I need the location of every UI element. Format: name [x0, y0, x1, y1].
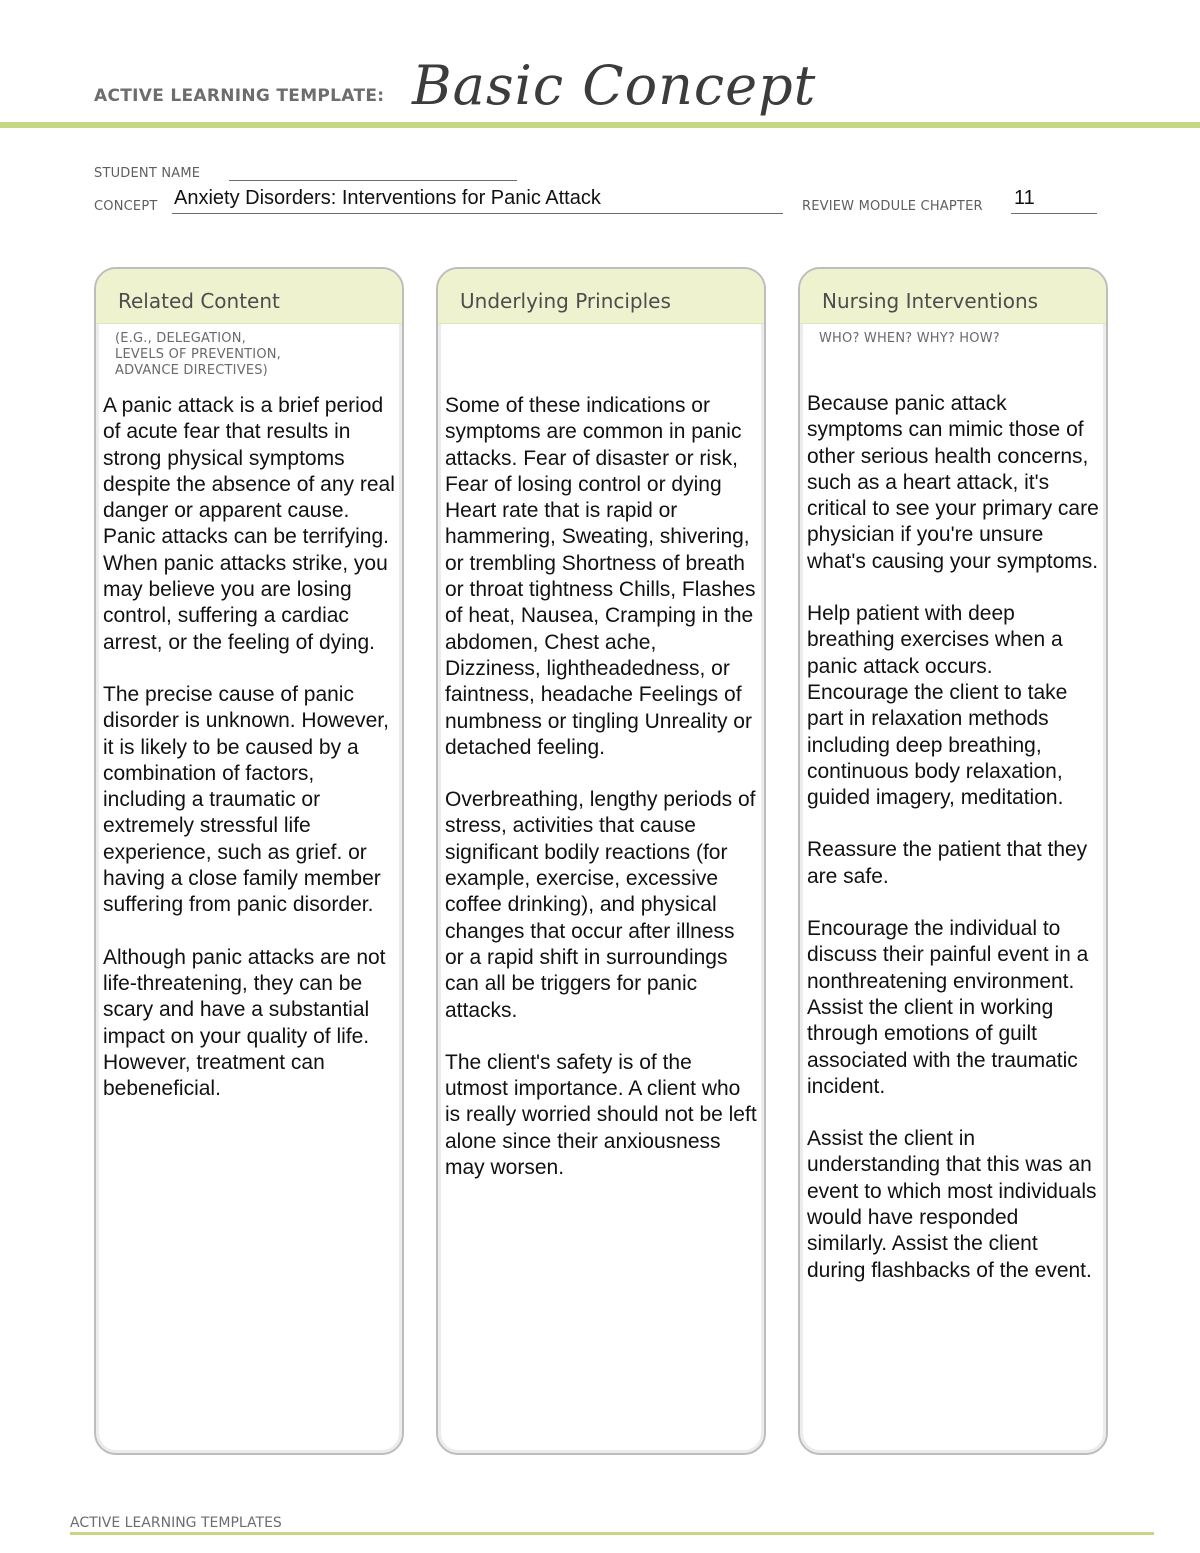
card-header — [96, 269, 402, 324]
card-body[interactable] — [807, 391, 1099, 1310]
concept-label: CONCEPT — [94, 199, 158, 214]
paragraph: Overbreathing, lengthy periods of stress, activities that cause significant bodily reactions (for example, exercise, excessive coffee drinking), and physical changes that occur after illness or a rapid shift in surroundings can all be triggers for panic attacks. — [445, 788, 756, 1022]
nursing-interventions-card — [798, 267, 1108, 1455]
header-divider — [0, 122, 1200, 128]
underlying-principles-card — [436, 267, 766, 1455]
footer-divider — [70, 1532, 1154, 1535]
subtitle-line: (E.G., DELEGATION, — [115, 331, 246, 346]
concept-value: Anxiety Disorders: Interventions for Panic Attack — [174, 187, 601, 209]
subtitle-line: ADVANCE DIRECTIVES) — [115, 363, 268, 378]
card-body[interactable] — [103, 393, 395, 1128]
page-title: Basic Concept — [412, 54, 817, 117]
paragraph: The client's safety is of the utmost importance. A client who is really worried should not be left alone since their anxiousness may worsen. — [445, 1050, 757, 1180]
student-name-label: STUDENT NAME — [94, 166, 201, 181]
template-label: ACTIVE LEARNING TEMPLATE: — [94, 86, 385, 106]
paragraph: A panic attack is a brief period of acute fear that results in strong physical symptoms despite the absence of any real danger or apparent cause. Panic attacks can be terrifying. When panic attacks strike, you may believe you are losing control, suffering a cardiac arrest, or the feeling of dying. — [103, 394, 395, 654]
paragraph: Assist the client in understanding that this was an event to which most individuals would have responded similarly. Assist the client during flashbacks of the event. — [807, 1127, 1097, 1282]
card-title: Underlying Principles — [460, 289, 671, 313]
card-title: Related Content — [118, 289, 280, 313]
subtitle-line: WHO? WHEN? WHY? HOW? — [819, 331, 1000, 346]
footer-label: ACTIVE LEARNING TEMPLATES — [70, 1515, 282, 1531]
card-header — [800, 269, 1106, 324]
paragraph: Encourage the individual to discuss their painful event in a nonthreatening environment. Assist the client in working through emotions of guilt associated with the traumatic incident. — [807, 917, 1089, 1098]
card-subtitle — [819, 331, 1000, 347]
paragraph: Because panic attack symptoms can mimic those of other serious health concerns, such as a heart attack, it's critical to see your primary care physician if you're unsure what's causing your symptoms. — [807, 392, 1099, 573]
paragraph: Some of these indications or symptoms are common in panic attacks. Fear of disaster or risk, Fear of losing control or dying Heart rate that is rapid or hammering, Sweating, shivering, or trembling Shortness of breath or throat tightness Chills, Flashes of heat, Nausea, Cramping in the abdomen, Chest ache, Dizziness, lightheadedness, or faintness, headache Feelings of numbness or tingling Unreality or detached feeling. — [445, 394, 756, 759]
paragraph: Reassure the patient that they are safe. — [807, 838, 1088, 888]
related-content-card — [94, 267, 404, 1455]
paragraph: Although panic attacks are not life-threatening, they can be scary and have a substantial impact on your quality of life. However, treatment can bebeneficial. — [103, 945, 386, 1101]
student-name-field[interactable] — [229, 180, 517, 181]
subtitle-line: LEVELS OF PREVENTION, — [115, 347, 282, 362]
chapter-label: REVIEW MODULE CHAPTER — [802, 199, 983, 214]
chapter-field[interactable] — [1011, 213, 1097, 214]
card-header — [438, 269, 764, 324]
paragraph: The precise cause of panic disorder is unknown. However, it is likely to be caused by a combination of factors, including a traumatic or extremely stressful life experience, such as grief. or having a close family member suffering from panic disorder. — [103, 682, 389, 917]
concept-field[interactable] — [172, 213, 783, 214]
card-subtitle — [115, 331, 281, 379]
card-title: Nursing Interventions — [822, 289, 1039, 313]
paragraph: Help patient with deep breathing exercises when a panic attack occurs. Encourage the client to take part in relaxation methods including deep breathing, continuous body relaxation, guided imagery, meditation. — [807, 602, 1068, 810]
chapter-value: 11 — [1014, 187, 1035, 209]
card-body[interactable] — [445, 393, 757, 1207]
